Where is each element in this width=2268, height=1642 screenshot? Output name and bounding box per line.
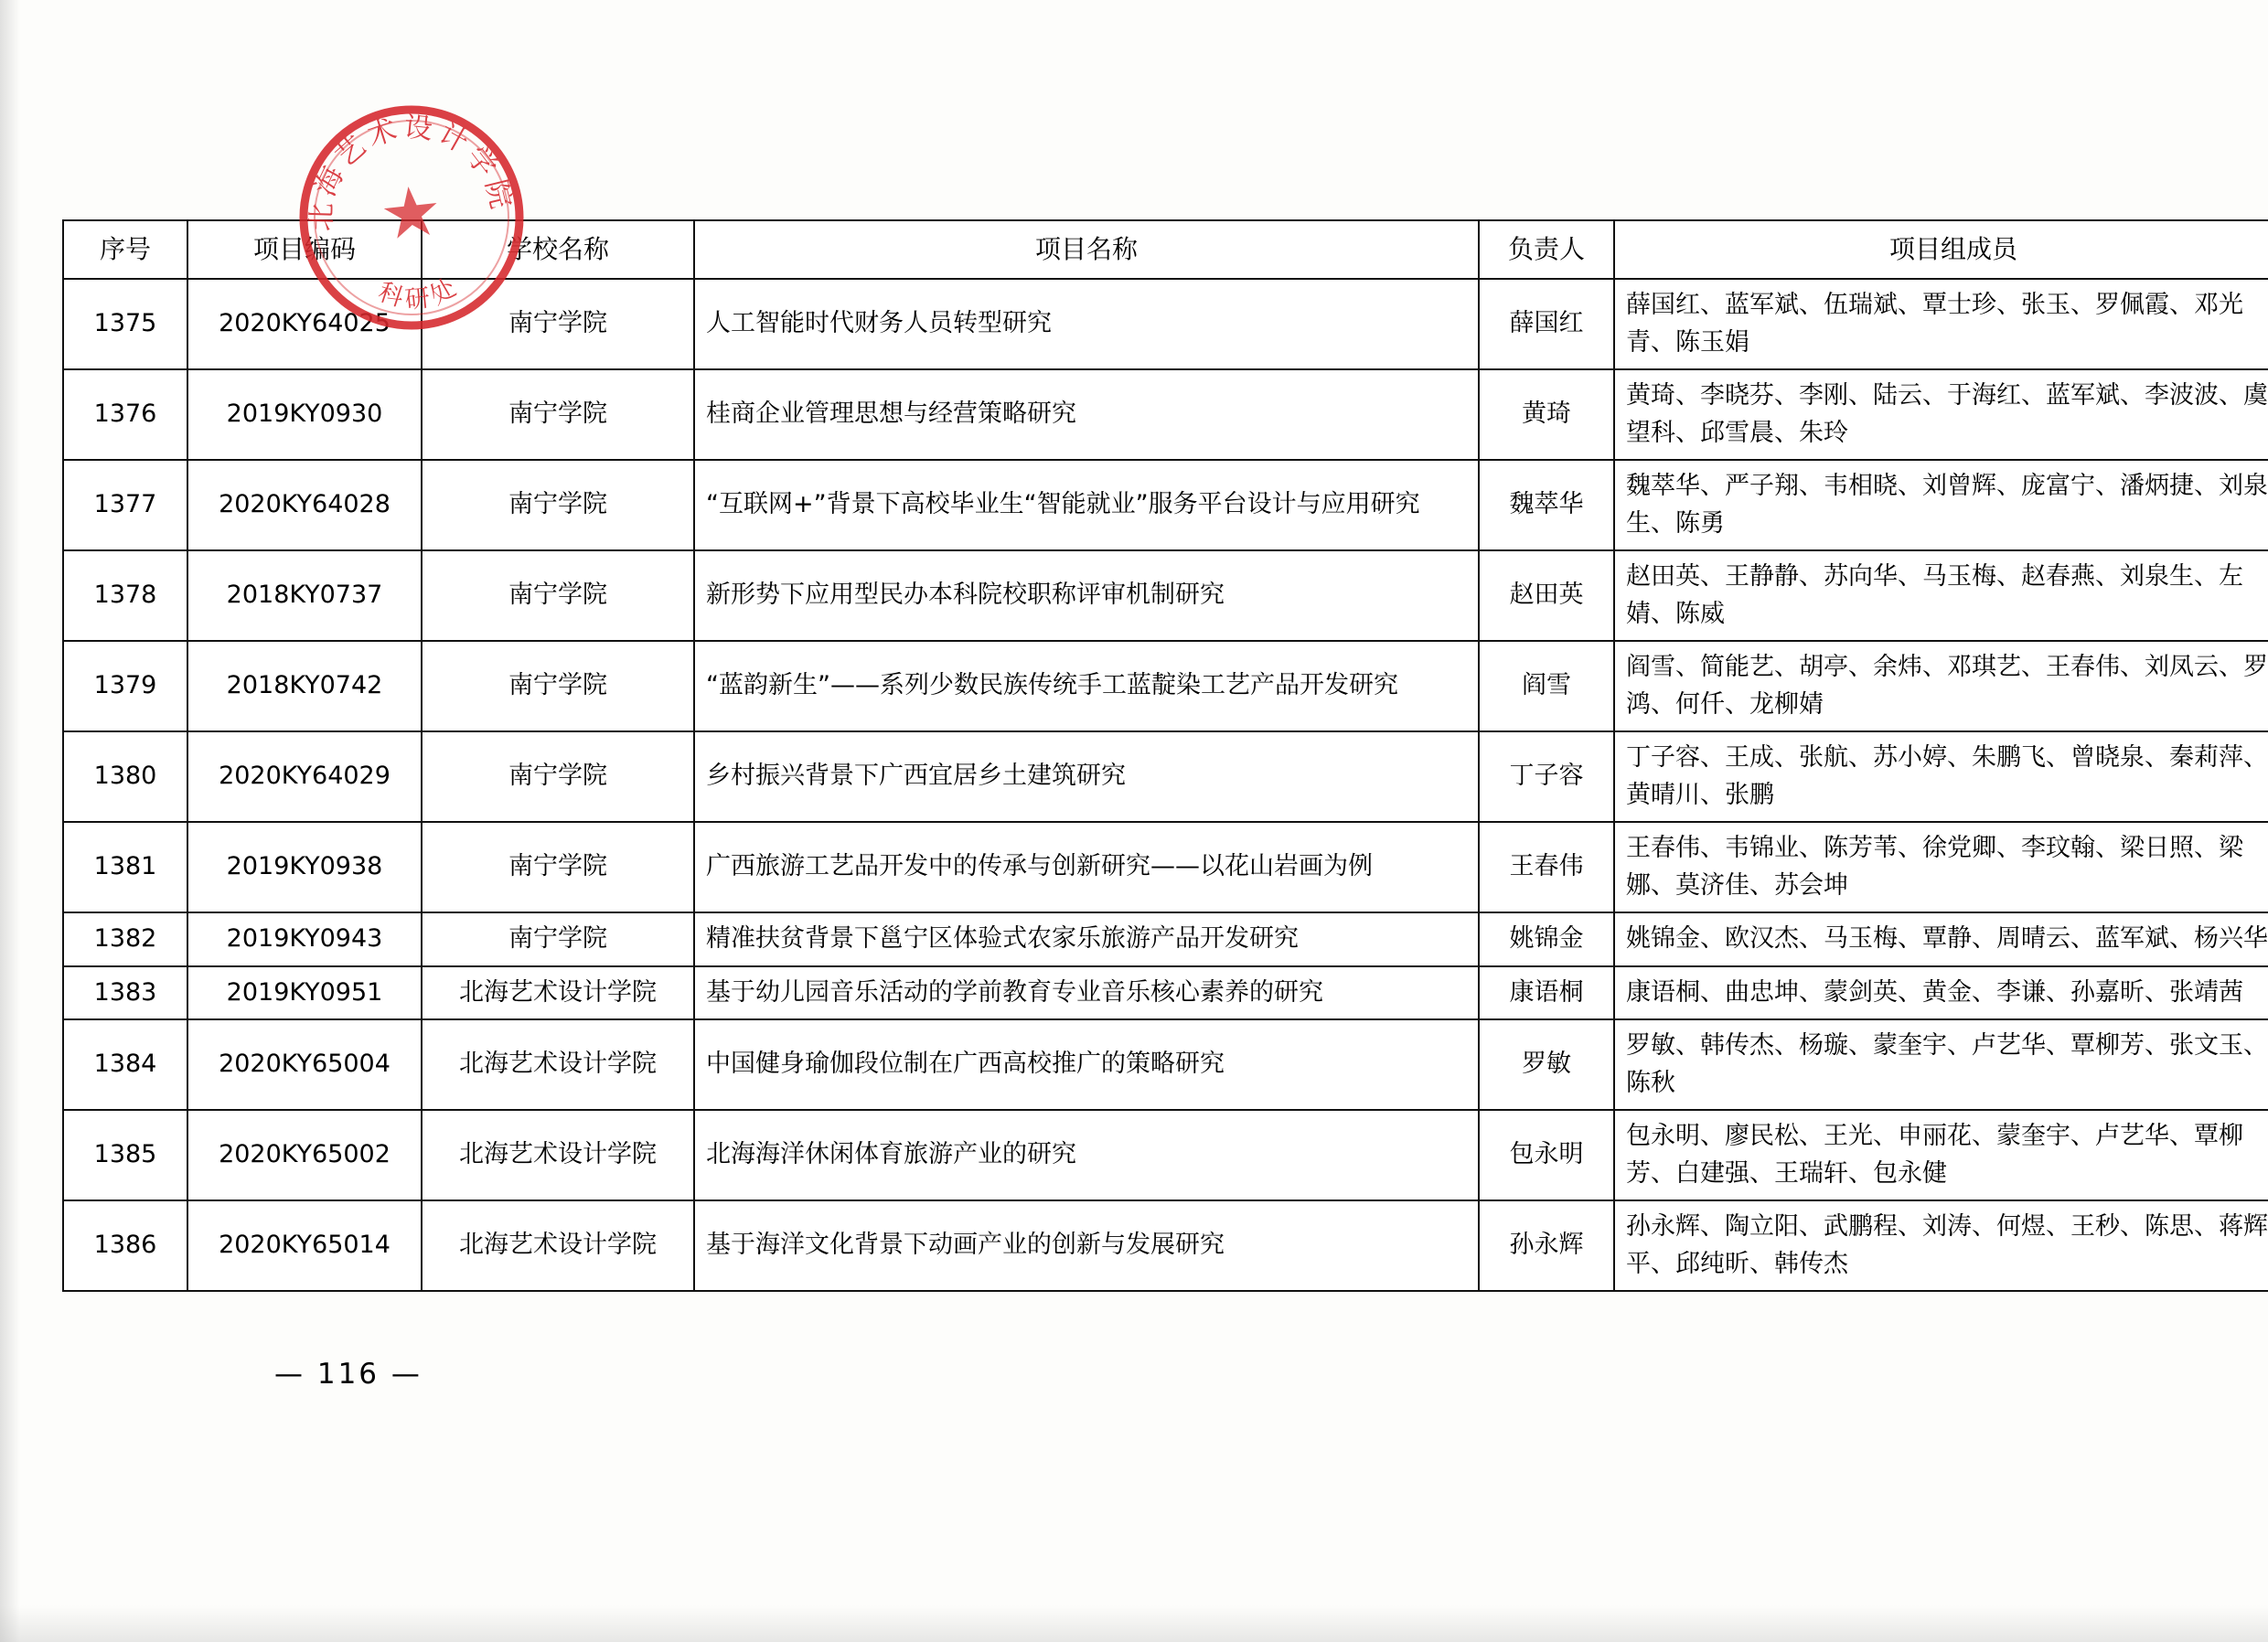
table-row [63, 1200, 2268, 1291]
cell-leader: 赵田英 [1479, 550, 1614, 641]
project-table [62, 219, 2268, 1292]
cell-code: 2020KY64025 [187, 279, 422, 369]
cell-leader: 黄琦 [1479, 369, 1614, 460]
cell-leader: 薛国红 [1479, 279, 1614, 369]
cell-code: 2020KY65004 [187, 1019, 422, 1110]
cell-leader: 康语桐 [1479, 966, 1614, 1020]
cell-leader: 包永明 [1479, 1110, 1614, 1200]
cell-members: 王春伟、韦锦业、陈芳苇、徐党卿、李玟翰、梁日照、梁娜、莫济佳、苏会坤 [1614, 822, 2268, 912]
table-row [63, 641, 2268, 731]
cell-code: 2020KY64029 [187, 731, 422, 822]
cell-members: 赵田英、王静静、苏向华、马玉梅、赵春燕、刘泉生、左婧、陈威 [1614, 550, 2268, 641]
cell-school: 北海艺术设计学院 [422, 966, 694, 1020]
cell-school: 北海艺术设计学院 [422, 1019, 694, 1110]
cell-code: 2019KY0943 [187, 912, 422, 966]
cell-seq: 1381 [63, 822, 187, 912]
svg-text:北海艺术设计学院: 北海艺术设计学院 [305, 110, 519, 232]
cell-leader: 丁子容 [1479, 731, 1614, 822]
cell-school: 南宁学院 [422, 912, 694, 966]
cell-code: 2018KY0742 [187, 641, 422, 731]
cell-members: 包永明、廖民松、王光、申丽花、蒙奎宇、卢艺华、覃柳芳、白建强、王瑞轩、包永健 [1614, 1110, 2268, 1200]
cell-members: 姚锦金、欧汉杰、马玉梅、覃静、周晴云、蓝军斌、杨兴华 [1614, 912, 2268, 966]
scan-edge-bottom [0, 1605, 2268, 1642]
cell-members: 康语桐、曲忠坤、蒙剑英、黄金、李谦、孙嘉昕、张靖茜 [1614, 966, 2268, 1020]
cell-seq: 1377 [63, 460, 187, 550]
cell-code: 2020KY65002 [187, 1110, 422, 1200]
cell-seq: 1385 [63, 1110, 187, 1200]
table-row [63, 550, 2268, 641]
column-header-members: 项目组成员 [1614, 220, 2268, 279]
cell-seq: 1379 [63, 641, 187, 731]
cell-school: 南宁学院 [422, 641, 694, 731]
cell-project: “蓝韵新生”——系列少数民族传统手工蓝靛染工艺产品开发研究 [694, 641, 1479, 731]
table-row [63, 1019, 2268, 1110]
cell-code: 2020KY64028 [187, 460, 422, 550]
svg-text:科研处: 科研处 [374, 271, 466, 315]
cell-leader: 魏萃华 [1479, 460, 1614, 550]
cell-school: 南宁学院 [422, 550, 694, 641]
cell-school: 南宁学院 [422, 369, 694, 460]
cell-school: 南宁学院 [422, 460, 694, 550]
cell-leader: 王春伟 [1479, 822, 1614, 912]
cell-project: 乡村振兴背景下广西宜居乡土建筑研究 [694, 731, 1479, 822]
column-header-project: 项目名称 [694, 220, 1479, 279]
cell-school: 南宁学院 [422, 279, 694, 369]
cell-code: 2019KY0930 [187, 369, 422, 460]
table-header-row [63, 220, 2268, 279]
cell-members: 魏萃华、严子翔、韦相晓、刘曾辉、庞富宁、潘炳捷、刘泉生、陈勇 [1614, 460, 2268, 550]
page-number: — 116 — [274, 1358, 423, 1391]
cell-project: 精准扶贫背景下邕宁区体验式农家乐旅游产品开发研究 [694, 912, 1479, 966]
table-row [63, 460, 2268, 550]
cell-project: 北海海洋休闲体育旅游产业的研究 [694, 1110, 1479, 1200]
cell-seq: 1376 [63, 369, 187, 460]
cell-seq: 1386 [63, 1200, 187, 1291]
cell-project: 广西旅游工艺品开发中的传承与创新研究——以花山岩画为例 [694, 822, 1479, 912]
cell-project: 人工智能时代财务人员转型研究 [694, 279, 1479, 369]
cell-project: “互联网+”背景下高校毕业生“智能就业”服务平台设计与应用研究 [694, 460, 1479, 550]
cell-leader: 阎雪 [1479, 641, 1614, 731]
cell-members: 丁子容、王成、张航、苏小婷、朱鹏飞、曾晓泉、秦莉萍、黄晴川、张鹏 [1614, 731, 2268, 822]
cell-project: 基于幼儿园音乐活动的学前教育专业音乐核心素养的研究 [694, 966, 1479, 1020]
cell-project: 基于海洋文化背景下动画产业的创新与发展研究 [694, 1200, 1479, 1291]
cell-members: 阎雪、简能艺、胡亭、余炜、邓琪艺、王春伟、刘凤云、罗鸿、何仟、龙柳婧 [1614, 641, 2268, 731]
cell-members: 孙永辉、陶立阳、武鹏程、刘涛、何煜、王秒、陈思、蒋辉平、邱纯昕、韩传杰 [1614, 1200, 2268, 1291]
table-row [63, 279, 2268, 369]
cell-school: 北海艺术设计学院 [422, 1200, 694, 1291]
cell-code: 2019KY0951 [187, 966, 422, 1020]
cell-members: 黄琦、李晓芬、李刚、陆云、于海红、蓝军斌、李波波、虞望科、邱雪晨、朱玲 [1614, 369, 2268, 460]
table-row [63, 966, 2268, 1020]
cell-school: 南宁学院 [422, 731, 694, 822]
cell-code: 2018KY0737 [187, 550, 422, 641]
cell-seq: 1383 [63, 966, 187, 1020]
cell-seq: 1375 [63, 279, 187, 369]
cell-leader: 姚锦金 [1479, 912, 1614, 966]
cell-seq: 1382 [63, 912, 187, 966]
column-header-code: 项目编码 [187, 220, 422, 279]
cell-leader: 罗敏 [1479, 1019, 1614, 1110]
column-header-leader: 负责人 [1479, 220, 1614, 279]
cell-leader: 孙永辉 [1479, 1200, 1614, 1291]
column-header-school: 学校名称 [422, 220, 694, 279]
cell-school: 北海艺术设计学院 [422, 1110, 694, 1200]
cell-project: 桂商企业管理思想与经营策略研究 [694, 369, 1479, 460]
cell-seq: 1384 [63, 1019, 187, 1110]
cell-school: 南宁学院 [422, 822, 694, 912]
column-header-seq: 序号 [63, 220, 187, 279]
scan-edge-left [0, 0, 20, 1642]
cell-code: 2019KY0938 [187, 822, 422, 912]
cell-members: 罗敏、韩传杰、杨璇、蒙奎宇、卢艺华、覃柳芳、张文玉、陈秋 [1614, 1019, 2268, 1110]
cell-seq: 1380 [63, 731, 187, 822]
table-row [63, 369, 2268, 460]
table-row [63, 822, 2268, 912]
cell-code: 2020KY65014 [187, 1200, 422, 1291]
project-table-container [62, 219, 2268, 1292]
table-row [63, 731, 2268, 822]
table-row [63, 912, 2268, 966]
table-row [63, 1110, 2268, 1200]
cell-seq: 1378 [63, 550, 187, 641]
cell-project: 新形势下应用型民办本科院校职称评审机制研究 [694, 550, 1479, 641]
cell-members: 薛国红、蓝军斌、伍瑞斌、覃士珍、张玉、罗佩霞、邓光青、陈玉娟 [1614, 279, 2268, 369]
cell-project: 中国健身瑜伽段位制在广西高校推广的策略研究 [694, 1019, 1479, 1110]
